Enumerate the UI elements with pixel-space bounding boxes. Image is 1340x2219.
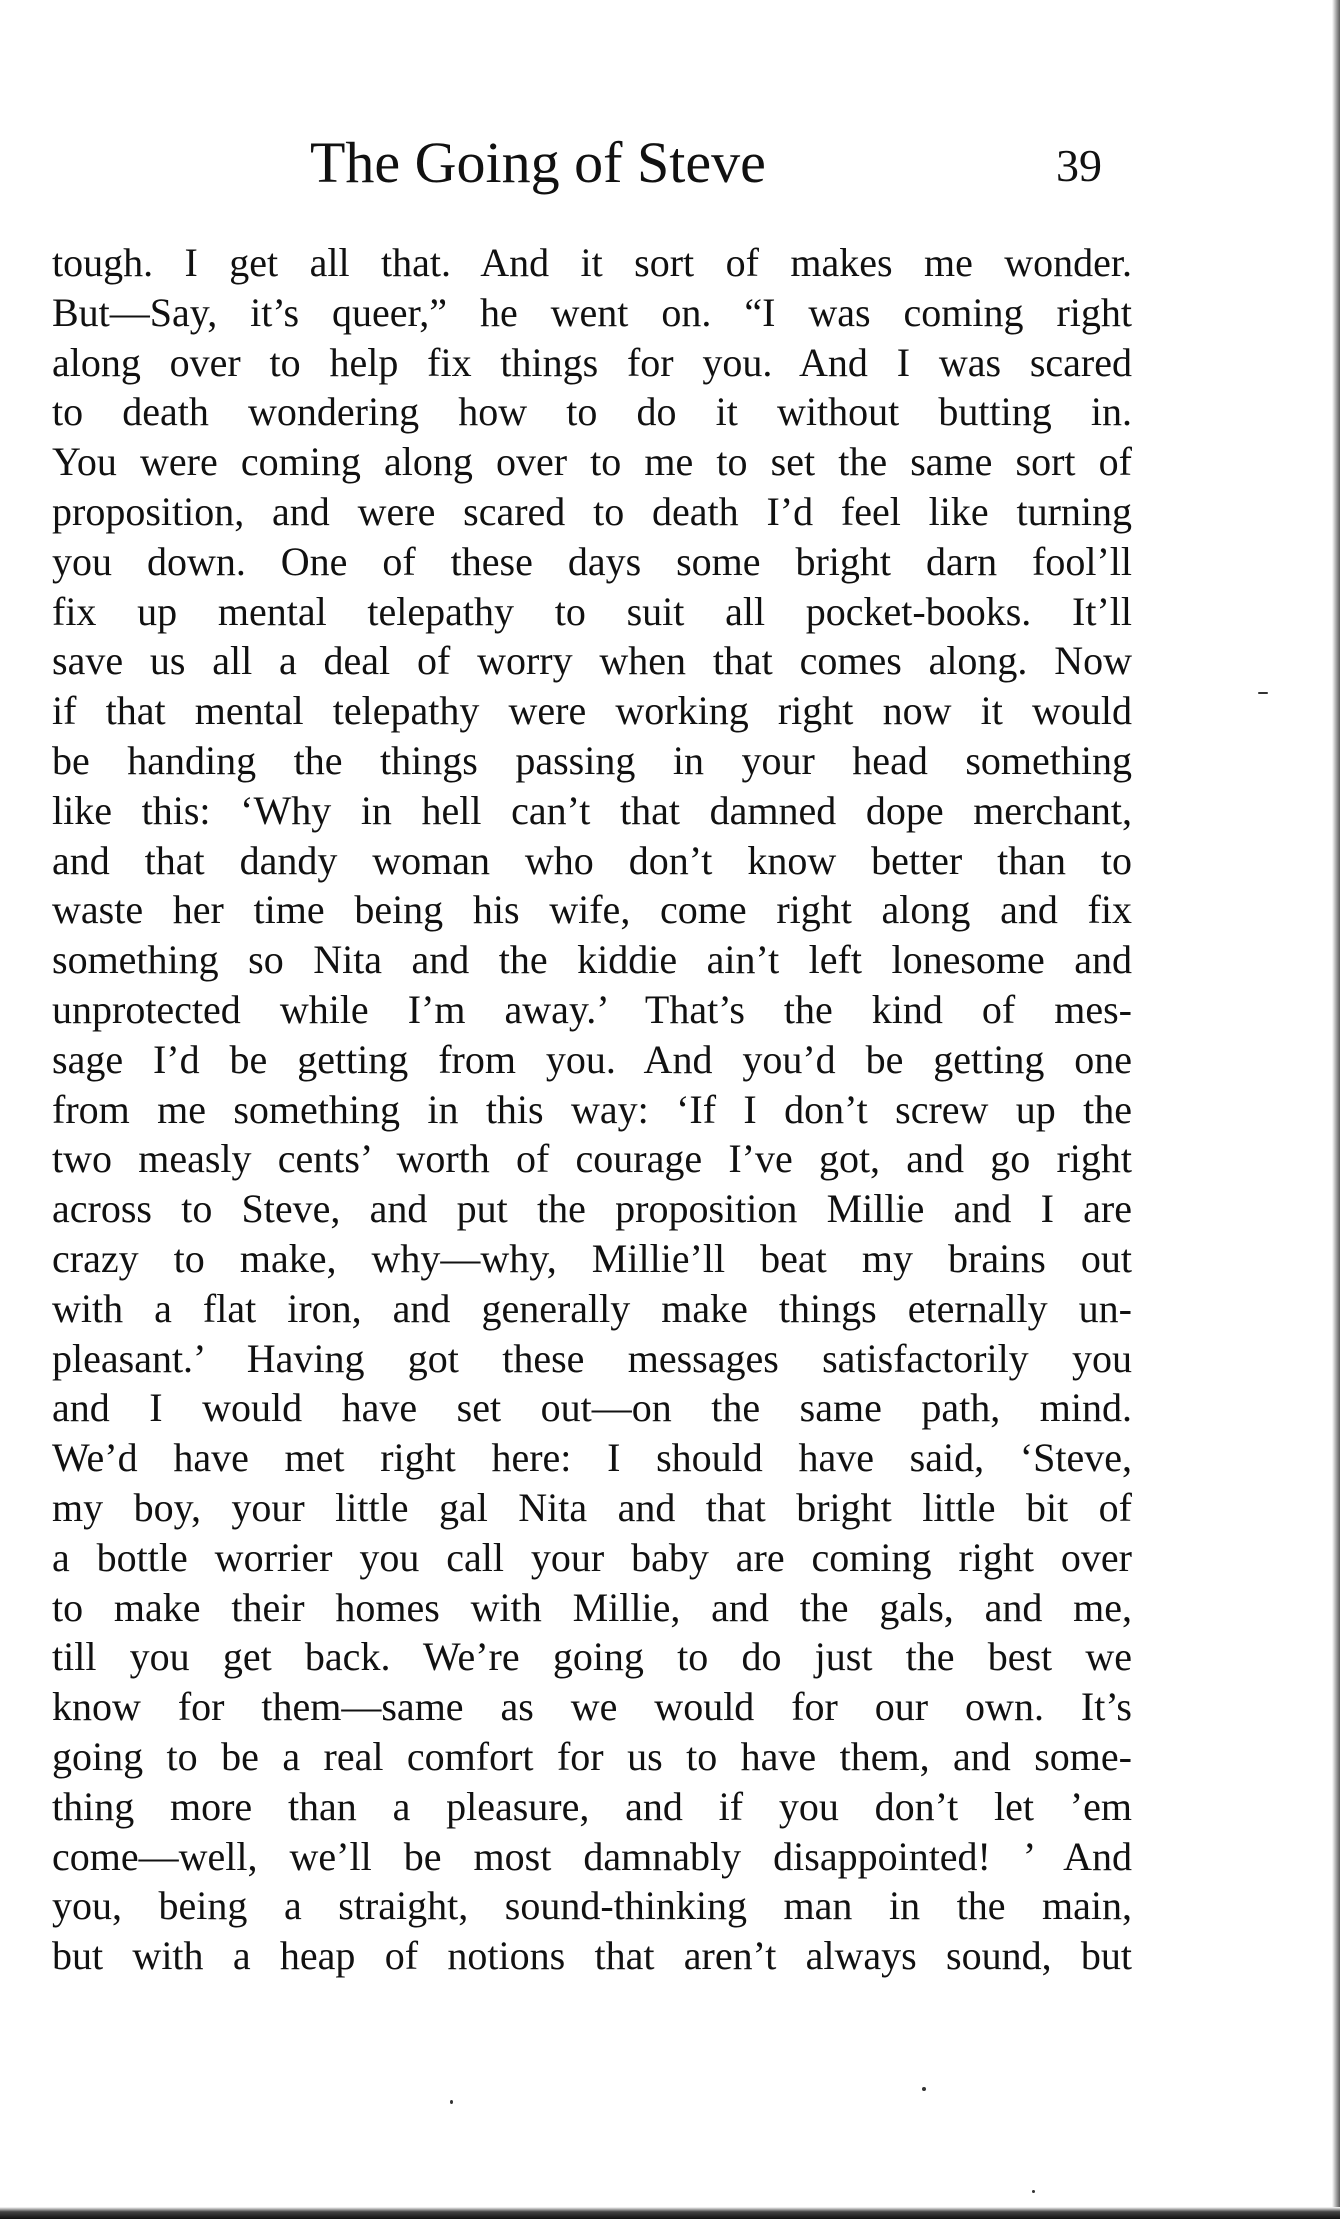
text-line: and that dandy woman who don’t know better than to <box>52 837 1132 883</box>
body-text <box>52 238 1132 1981</box>
text-line: proposition, and were scared to death I’d feel like turning <box>52 488 1132 534</box>
text-line: and I would have set out—on the same path, mind. <box>52 1385 1132 1431</box>
text-line: along over to help fix things for you. And I was scared <box>52 339 1132 385</box>
text-line: you down. One of these days some bright darn fool’ll <box>52 538 1132 584</box>
text-line: be handing the things passing in your head something <box>52 737 1132 783</box>
text-line: a bottle worrier you call your baby are coming right over <box>52 1534 1132 1580</box>
text-line: tough. I get all that. And it sort of makes me wonder. <box>52 240 1132 285</box>
text-line: my boy, your little gal Nita and that bright little bit of <box>52 1484 1132 1530</box>
text-line: But—Say, it’s queer,” he went on. “I was coming right <box>52 289 1132 335</box>
text-line: crazy to make, why—why, Millie’ll beat my brains out <box>52 1235 1132 1281</box>
text-line: from me something in this way: ‘If I don’t screw up the <box>52 1086 1132 1132</box>
text-line: something so Nita and the kiddie ain’t left lonesome and <box>52 937 1132 983</box>
scan-speck <box>922 2087 926 2091</box>
text-line: save us all a deal of worry when that comes along. Now <box>52 638 1132 684</box>
running-head-title: The Going of Steve <box>310 130 766 195</box>
text-line: you, being a straight, sound-thinking man in the main, <box>52 1883 1132 1929</box>
text-line: come—well, we’ll be most damnably disappointed! ’ And <box>52 1833 1132 1879</box>
text-line: to make their homes with Millie, and the gals, and me, <box>52 1584 1132 1630</box>
text-line: if that mental telepathy were working right now it would <box>52 688 1132 734</box>
text-line: with a flat iron, and generally make things eternally un- <box>52 1285 1132 1331</box>
page-right-edge <box>1332 0 1340 2219</box>
scan-speck <box>450 2100 453 2104</box>
text-line: unprotected while I’m away.’ That’s the kind of mes- <box>52 986 1132 1032</box>
text-line: pleasant.’ Having got these messages satisfactorily you <box>52 1335 1132 1381</box>
text-line: till you get back. We’re going to do just the best we <box>52 1634 1132 1680</box>
scan-speck <box>1258 692 1268 694</box>
page-bottom-edge <box>0 2207 1340 2219</box>
text-line: across to Steve, and put the proposition Millie and I are <box>52 1186 1132 1232</box>
text-line: waste her time being his wife, come right along and fix <box>52 887 1132 933</box>
text-line: know for them—same as we would for our own. It’s <box>52 1684 1132 1730</box>
text-line: fix up mental telepathy to suit all pocket-books. It’ll <box>52 588 1132 634</box>
page-number: 39 <box>1056 140 1102 191</box>
text-line: to death wondering how to do it without butting in. <box>52 389 1132 435</box>
text-line: but with a heap of notions that aren’t always sound, but <box>52 1933 1132 1979</box>
text-line: going to be a real comfort for us to have them, and some- <box>52 1733 1132 1779</box>
text-line: We’d have met right here: I should have said, ‘Steve, <box>52 1435 1132 1481</box>
scan-speck <box>1032 2190 1035 2193</box>
text-line: like this: ‘Why in hell can’t that damned dope merchant, <box>52 787 1132 833</box>
text-line: two measly cents’ worth of courage I’ve got, and go right <box>52 1136 1132 1182</box>
text-line: thing more than a pleasure, and if you don’t let ’em <box>52 1783 1132 1829</box>
text-line: You were coming along over to me to set the same sort of <box>52 439 1132 485</box>
text-line: sage I’d be getting from you. And you’d be getting one <box>52 1036 1132 1082</box>
